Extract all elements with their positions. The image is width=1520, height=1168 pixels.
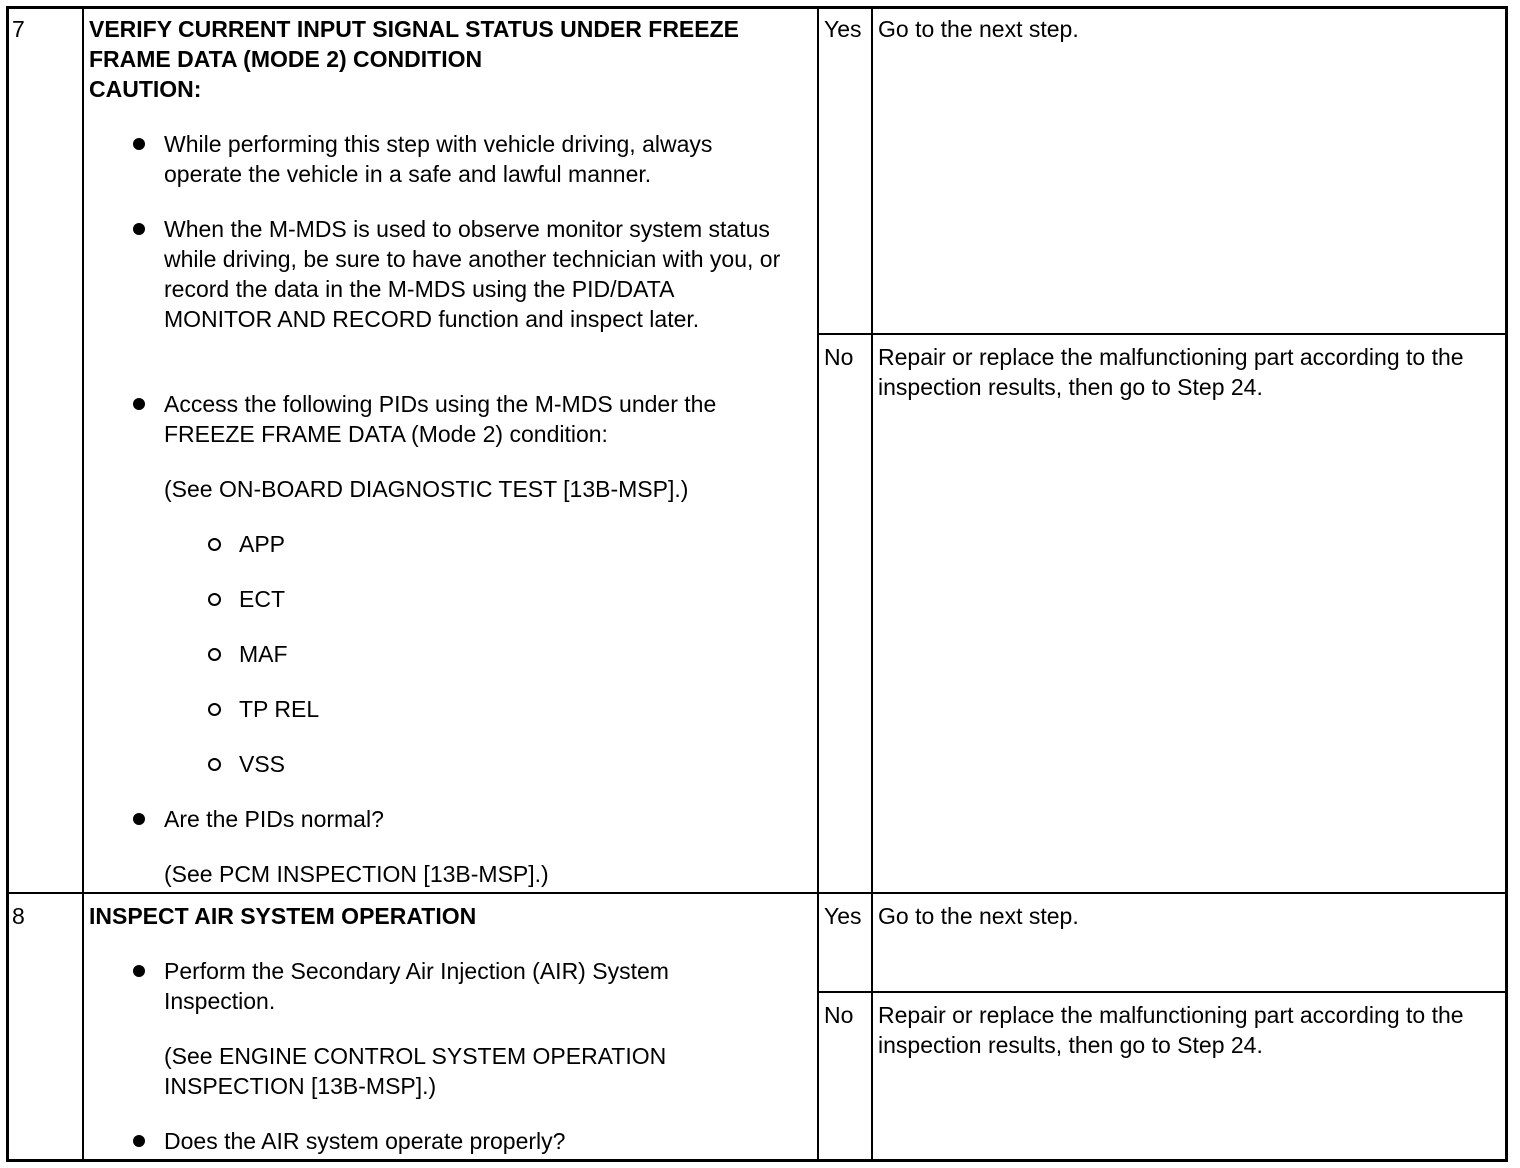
question: Are the PIDs normal?	[164, 806, 384, 832]
no-action: Repair or replace the malfunctioning part according to the inspection results, then go to Step 24.	[878, 344, 1464, 400]
no-label: No	[824, 344, 854, 370]
bullet-icon	[133, 813, 145, 825]
inspection-reference: (See ENGINE CONTROL SYSTEM OPERATION INSPECTION [13B-MSP].)	[164, 1043, 667, 1099]
step-title: VERIFY CURRENT INPUT SIGNAL STATUS UNDER FREEZE FRAME DATA (MODE 2) CONDITION	[89, 16, 740, 72]
step-title: INSPECT AIR SYSTEM OPERATION	[89, 903, 477, 929]
pid-item: MAF	[239, 641, 288, 667]
caution-label: CAUTION:	[89, 76, 202, 102]
bullet-icon	[133, 398, 145, 410]
sub-bullet-icon	[208, 758, 221, 771]
caution-item: When the M-MDS is used to observe monitor system status while driving, be sure to have another technician with you, or record the data in the M-MDS using the PID/DATA MONITOR AND RECORD function and inspect later.	[164, 216, 781, 332]
pid-item: TP REL	[239, 696, 320, 722]
pid-item: APP	[239, 531, 286, 557]
inspection-item: Perform the Secondary Air Injection (AIR) System Inspection.	[164, 958, 669, 1014]
bullet-icon	[133, 223, 145, 235]
row-divider-step7-yes-no	[817, 333, 1505, 335]
no-label: No	[824, 1002, 854, 1028]
step-number: 8	[12, 903, 25, 929]
sub-bullet-icon	[208, 703, 221, 716]
troubleshooting-table	[6, 6, 1508, 1162]
no-action: Repair or replace the malfunctioning part according to the inspection results, then go to Step 24.	[878, 1002, 1464, 1058]
sub-bullet-icon	[208, 538, 221, 551]
sub-bullet-icon	[208, 593, 221, 606]
bullet-icon	[133, 965, 145, 977]
caution-item: While performing this step with vehicle driving, always operate the vehicle in a safe and lawful manner.	[164, 131, 713, 187]
question-reference: (See PCM INSPECTION [13B-MSP].)	[164, 861, 549, 887]
yes-action: Go to the next step.	[878, 903, 1079, 929]
column-divider-number	[82, 9, 84, 1159]
question: Does the AIR system operate properly?	[164, 1128, 566, 1154]
bullet-icon	[133, 1135, 145, 1147]
pid-item: ECT	[239, 586, 285, 612]
sub-bullet-icon	[208, 648, 221, 661]
column-divider-action	[817, 9, 819, 1159]
yes-action: Go to the next step.	[878, 16, 1079, 42]
row-divider-step7-step8	[9, 892, 1505, 894]
access-reference: (See ON-BOARD DIAGNOSTIC TEST [13B-MSP].)	[164, 476, 689, 502]
row-divider-step8-yes-no	[817, 991, 1505, 993]
bullet-icon	[133, 138, 145, 150]
yes-label: Yes	[824, 903, 862, 929]
yes-label: Yes	[824, 16, 862, 42]
step-number: 7	[12, 16, 25, 42]
column-divider-result	[871, 9, 873, 1159]
pid-item: VSS	[239, 751, 286, 777]
access-item: Access the following PIDs using the M-MDS under the FREEZE FRAME DATA (Mode 2) condition:	[164, 391, 717, 447]
